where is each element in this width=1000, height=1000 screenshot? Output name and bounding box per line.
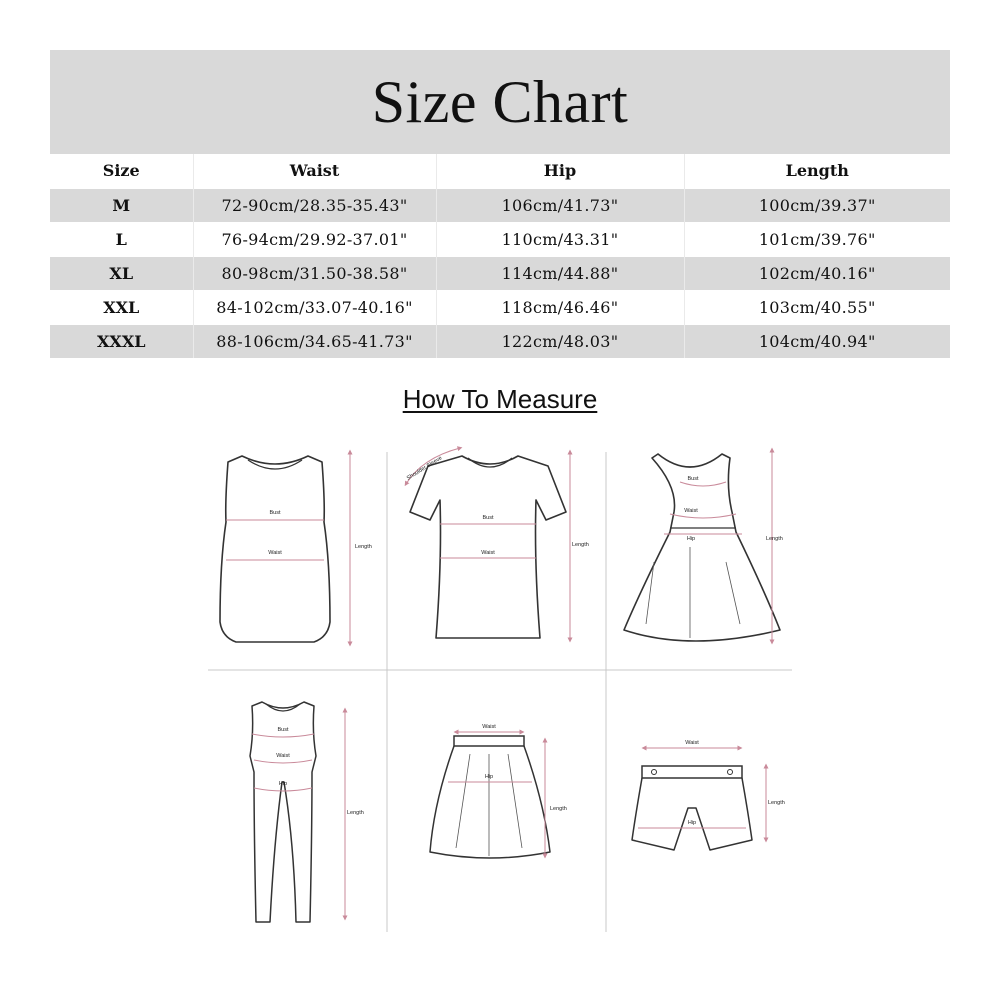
size-table xyxy=(50,154,950,358)
size-cell: XXXL xyxy=(50,324,193,358)
size-cell: M xyxy=(50,188,193,222)
length-cell: 100cm/39.37" xyxy=(684,188,950,222)
hip-cell: 106cm/41.73" xyxy=(436,188,684,222)
header-size: Size xyxy=(102,161,140,181)
header-waist: Waist xyxy=(193,154,436,188)
shorts-diagram xyxy=(632,740,785,850)
hip-cell: 110cm/43.31" xyxy=(436,222,684,256)
length-label: Length xyxy=(355,544,372,550)
page-title: Size Chart xyxy=(371,68,629,135)
hip-label: Hip xyxy=(484,774,494,780)
header-length: Length xyxy=(684,154,950,188)
tshirt-diagram xyxy=(406,448,589,640)
size-cell: L xyxy=(50,222,193,256)
waist-label: Waist xyxy=(276,753,290,759)
length-label: Length xyxy=(766,536,783,542)
length-cell: 103cm/40.55" xyxy=(684,290,950,324)
waist-label: Waist xyxy=(482,724,496,730)
length-cell: 104cm/40.94" xyxy=(684,324,950,358)
tank-top-diagram xyxy=(220,452,372,644)
hip-cell: 114cm/44.88" xyxy=(436,256,684,290)
length-cell: 101cm/39.76" xyxy=(684,222,950,256)
waist-cell: 88-106cm/34.65-41.73" xyxy=(193,324,436,358)
bust-label: Bust xyxy=(687,476,699,482)
length-label: Length xyxy=(550,806,567,812)
size-cell: XXL xyxy=(50,290,193,324)
hip-cell: 118cm/46.46" xyxy=(436,290,684,324)
length-cell: 102cm/40.16" xyxy=(684,256,950,290)
bust-label: Bust xyxy=(482,515,494,521)
waist-label: Waist xyxy=(684,508,698,514)
skirt-diagram xyxy=(430,724,567,858)
table-row xyxy=(50,188,950,222)
table-row xyxy=(50,222,950,256)
size-cell: XL xyxy=(50,256,193,290)
how-to-measure-title: How To Measure xyxy=(402,384,598,414)
how-to-measure-section xyxy=(50,362,950,950)
bust-label: Bust xyxy=(277,727,289,733)
garment-diagrams xyxy=(50,362,950,950)
table-header-row xyxy=(50,154,950,188)
length-label: Length xyxy=(347,810,364,816)
dress-diagram xyxy=(624,450,783,642)
header-hip: Hip xyxy=(436,154,684,188)
waist-cell: 76-94cm/29.92-37.01" xyxy=(193,222,436,256)
waist-label: Waist xyxy=(481,550,495,556)
waist-label: Waist xyxy=(268,550,282,556)
hip-cell: 122cm/48.03" xyxy=(436,324,684,358)
length-label: Length xyxy=(768,800,785,806)
hip-label: Hip xyxy=(686,536,696,542)
hip-label: Hip xyxy=(278,781,288,787)
waist-label: Waist xyxy=(685,740,699,746)
bust-label: Bust xyxy=(269,510,281,516)
waist-cell: 72-90cm/28.35-35.43" xyxy=(193,188,436,222)
waist-cell: 80-98cm/31.50-38.58" xyxy=(193,256,436,290)
hip-label: Hip xyxy=(687,820,697,826)
shoulder-sleeve-label: Shoulder Sleeve xyxy=(405,455,444,482)
table-row xyxy=(50,256,950,290)
table-row xyxy=(50,324,950,358)
waist-cell: 84-102cm/33.07-40.16" xyxy=(193,290,436,324)
length-label: Length xyxy=(572,542,589,548)
title-banner xyxy=(50,50,950,154)
jumpsuit-diagram xyxy=(250,702,364,922)
table-row xyxy=(50,290,950,324)
